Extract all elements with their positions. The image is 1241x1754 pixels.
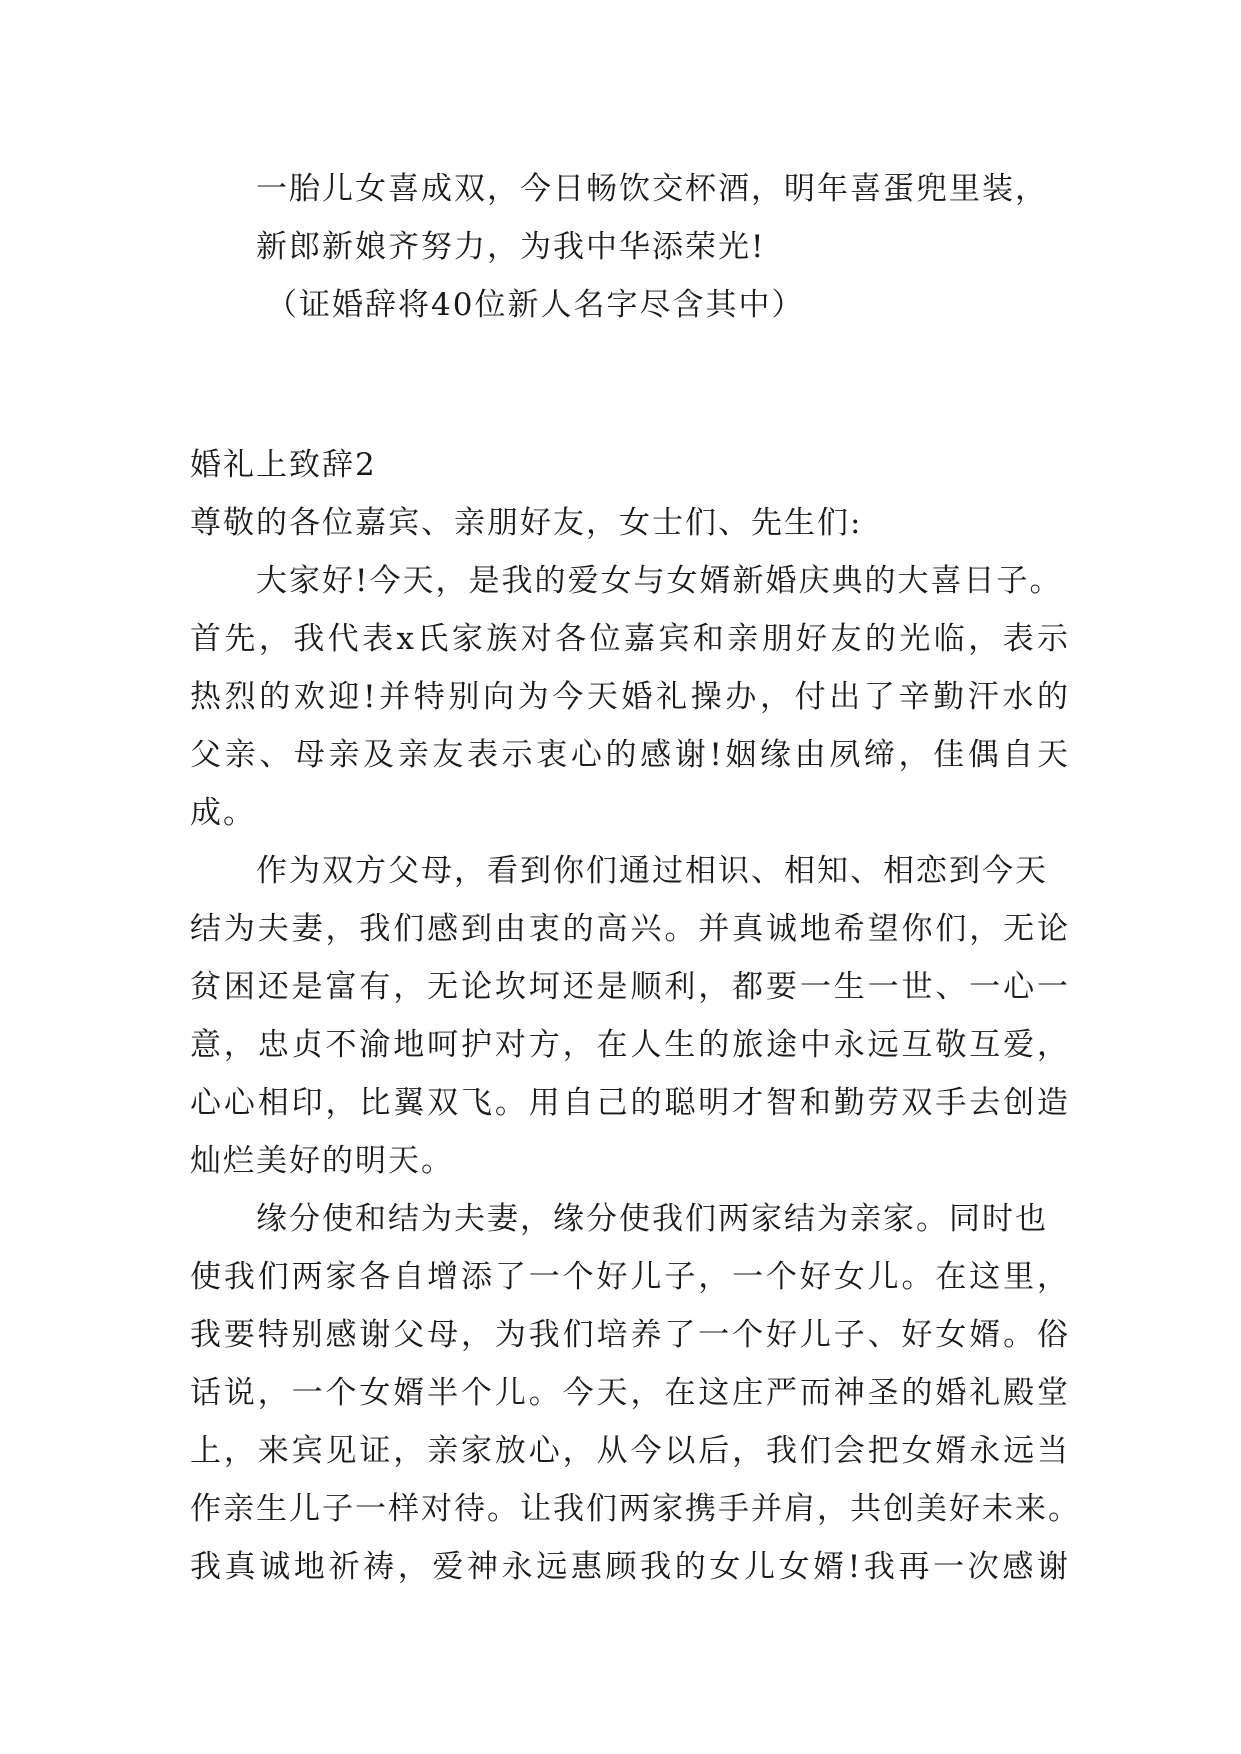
paragraph-line: 话说，一个女婿半个儿。今天，在这庄严而神圣的婚礼殿堂 <box>190 1375 1070 1411</box>
poem-line: 一胎儿女喜成双，今日畅饮交杯酒，明年喜蛋兜里装， <box>256 171 1048 207</box>
paragraph-line: 作为双方父母，看到你们通过相识、相知、相恋到今天 <box>256 853 1048 889</box>
section-gap <box>190 334 1070 436</box>
document-body <box>190 160 1081 1596</box>
paragraph-line: 作亲生儿子一样对待。让我们两家携手并肩，共创美好未来。 <box>190 1491 1081 1527</box>
paragraph-line: 缘分使和结为夫妻，缘分使我们两家结为亲家。同时也 <box>256 1201 1048 1237</box>
paragraph-2 <box>190 842 1070 1190</box>
paragraph-line: 上，来宾见证，亲家放心，从今以后，我们会把女婿永远当 <box>190 1433 1070 1469</box>
paragraph-line: 意，忠贞不渝地呵护对方，在人生的旅途中永远互敬互爱， <box>190 1027 1070 1063</box>
poem-note: （证婚辞将40位新人名字尽含其中） <box>266 287 805 323</box>
poem-line: 新郎新娘齐努力，为我中华添荣光! <box>256 229 766 265</box>
paragraph-line: 大家好!今天，是我的爱女与女婿新婚庆典的大喜日子。 <box>256 563 1063 599</box>
paragraph-line: 使我们两家各自增添了一个好儿子，一个好女儿。在这里， <box>190 1259 1070 1295</box>
paragraph-line: 结为夫妻，我们感到由衷的高兴。并真诚地希望你们，无论 <box>190 911 1070 947</box>
paragraph-line: 灿烂美好的明天。 <box>190 1143 454 1179</box>
paragraph-line: 心心相印，比翼双飞。用自己的聪明才智和勤劳双手去创造 <box>190 1085 1070 1121</box>
paragraph-line: 我真诚地祈祷，爱神永远惠顾我的女儿女婿!我再一次感谢 <box>190 1549 1070 1585</box>
paragraph-line: 首先，我代表x氏家族对各位嘉宾和亲朋好友的光临，表示 <box>190 621 1070 657</box>
salutation: 尊敬的各位嘉宾、亲朋好友，女士们、先生们: <box>190 505 863 541</box>
paragraph-line: 成。 <box>190 795 256 831</box>
paragraph-1 <box>190 552 1070 842</box>
paragraph-3 <box>190 1190 1081 1596</box>
paragraph-line: 我要特别感谢父母，为我们培养了一个好儿子、好女婿。俗 <box>190 1317 1070 1353</box>
paragraph-line: 父亲、母亲及亲友表示衷心的感谢!姻缘由夙缔，佳偶自天 <box>190 737 1070 773</box>
paragraph-line: 贫困还是富有，无论坎坷还是顺利，都要一生一世、一心一 <box>190 969 1070 1005</box>
paragraph-line: 热烈的欢迎!并特别向为今天婚礼操办，付出了辛勤汗水的 <box>190 679 1070 715</box>
section-title: 婚礼上致辞2 <box>190 447 377 483</box>
